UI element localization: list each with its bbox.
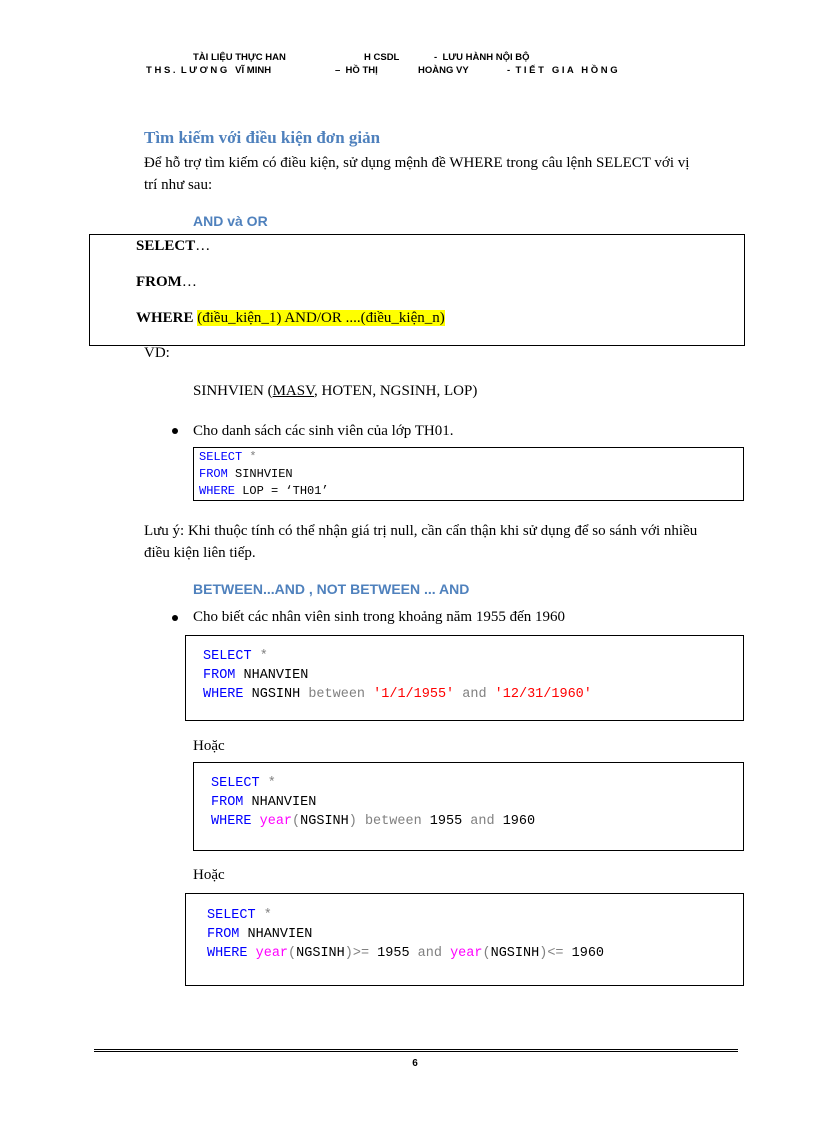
note-line-1: Lưu ý: Khi thuộc tính có thể nhận giá trị null, cần cẩn thận khi sử dụng để so sánh với nhiều: [144, 523, 698, 539]
code2-between: between: [308, 687, 374, 702]
schema-line: [193, 380, 477, 402]
header-authors-part-2: – HỒ THỊ: [335, 65, 378, 76]
syntax-box: [89, 234, 745, 346]
code3-line-1: [211, 774, 276, 794]
code4-paren-open-1: (: [288, 946, 297, 961]
code2-line-2: [203, 666, 308, 686]
code3-year-fn: year: [251, 814, 293, 829]
code3-select: SELECT: [211, 776, 260, 791]
code4-line-2: [207, 925, 312, 945]
code3-between: between: [356, 814, 430, 829]
code-block-3: [193, 762, 744, 851]
code4-line-3: [207, 944, 604, 964]
schema-rest: , HOTEN, NGSINH, LOP): [314, 383, 478, 399]
code4-year-fn-1: year: [247, 946, 289, 961]
header-authors-part-4: - T I Ế T G I A H Ồ N G: [507, 65, 618, 76]
or-label-2: Hoặc: [193, 867, 225, 883]
code3-line-2: [211, 793, 316, 813]
code4-start-year: 1955: [369, 946, 418, 961]
code2-end-date: '12/31/1960': [494, 687, 592, 702]
code1-from: FROM: [199, 467, 228, 481]
code3-end-year: 1960: [502, 814, 536, 829]
from-ellipsis: …: [181, 274, 197, 290]
code3-where: WHERE: [211, 814, 252, 829]
where-condition: (điều_kiện_1) AND/OR ....(điều_kiện_n): [197, 310, 445, 326]
header-authors-part-3: HOÀNG VY: [418, 65, 469, 76]
footer-rule-second: [94, 1051, 738, 1052]
code1-condition: LOP = ‘TH01’: [235, 484, 329, 498]
section-title: Tìm kiếm với điều kiện đơn giản: [144, 128, 381, 147]
code3-paren-close: ): [348, 814, 357, 829]
code2-from: FROM: [203, 668, 236, 683]
code3-table: NHANVIEN: [243, 795, 317, 810]
schema-prefix: SINHVIEN (: [193, 383, 273, 399]
code3-and: and: [462, 814, 503, 829]
select-ellipsis: …: [195, 238, 211, 254]
select-keyword: SELECT: [136, 238, 196, 254]
syntax-where-line: [136, 307, 445, 329]
code2-start-date: '1/1/1955': [373, 687, 455, 702]
code2-and: and: [454, 687, 495, 702]
bullet-dot: [172, 615, 178, 621]
code4-end-year: 1960: [563, 946, 605, 961]
code1-line-2: [199, 466, 293, 483]
bullet-dot: [172, 428, 178, 434]
page-number: 6: [412, 1058, 418, 1069]
code-block-4: [185, 893, 744, 986]
code4-line-1: [207, 906, 272, 926]
code-block-1: [193, 447, 744, 501]
code4-star: *: [255, 908, 272, 923]
subsection-title-and-or: AND và OR: [193, 213, 268, 229]
code3-line-3: [211, 812, 535, 832]
code4-select: SELECT: [207, 908, 256, 923]
code4-column-1: NGSINH: [296, 946, 345, 961]
code3-start-year: 1955: [429, 814, 463, 829]
code4-year-fn-2: year: [441, 946, 483, 961]
code2-where: WHERE: [203, 687, 244, 702]
code3-column: NGSINH: [300, 814, 349, 829]
code2-line-3: [203, 685, 592, 705]
schema-primary-key: MASV: [272, 383, 314, 399]
code1-where: WHERE: [199, 484, 236, 498]
code2-select: SELECT: [203, 649, 252, 664]
code4-from: FROM: [207, 927, 240, 942]
header-authors-part-1: T H S . L Ư Ơ N G VĨ MINH: [146, 65, 272, 76]
bullet-text-2: Cho biết các nhân viên sinh trong khoảng năm 1955 đến 1960: [193, 609, 566, 625]
code1-star: *: [242, 450, 257, 464]
note-line-2: điều kiện liên tiếp.: [144, 545, 256, 561]
code3-paren-open: (: [292, 814, 301, 829]
header-title-part-3: - LƯU HÀNH NỘI BỘ: [434, 52, 530, 63]
header-title-part-2: H CSDL: [364, 52, 400, 63]
code4-gte: )>=: [344, 946, 370, 961]
code2-star: *: [251, 649, 268, 664]
code2-line-1: [203, 647, 268, 667]
header-title-part-1: TÀI LIỆU THỰC HAN: [193, 52, 286, 63]
code1-line-1: [199, 449, 257, 466]
code4-and: and: [417, 946, 442, 961]
intro-line-2: trí như sau:: [144, 177, 213, 193]
where-keyword: WHERE: [136, 310, 194, 326]
intro-line-1: Để hỗ trợ tìm kiếm có điều kiện, sử dụng mệnh đề WHERE trong câu lệnh SELECT với vị: [144, 155, 690, 171]
syntax-select-line: [136, 235, 210, 257]
syntax-from-line: [136, 271, 197, 293]
code3-from: FROM: [211, 795, 244, 810]
code1-line-3: [199, 483, 329, 500]
code4-where: WHERE: [207, 946, 248, 961]
code1-table: SINHVIEN: [227, 467, 293, 481]
or-label-1: Hoặc: [193, 738, 225, 754]
footer-rule: [94, 1049, 738, 1050]
code1-select: SELECT: [199, 450, 243, 464]
code2-column: NGSINH: [243, 687, 309, 702]
code4-paren-open-2: (: [482, 946, 491, 961]
subsection-title-between: BETWEEN...AND , NOT BETWEEN ... AND: [193, 581, 470, 597]
code4-lte: )<=: [539, 946, 564, 961]
from-keyword: FROM: [136, 274, 182, 290]
code-block-2: [185, 635, 744, 721]
code4-column-2: NGSINH: [490, 946, 540, 961]
code4-table: NHANVIEN: [239, 927, 313, 942]
bullet-text-1: Cho danh sách các sinh viên của lớp TH01.: [193, 423, 454, 439]
code2-table: NHANVIEN: [235, 668, 309, 683]
code3-star: *: [259, 776, 276, 791]
example-label: VD:: [144, 345, 170, 361]
